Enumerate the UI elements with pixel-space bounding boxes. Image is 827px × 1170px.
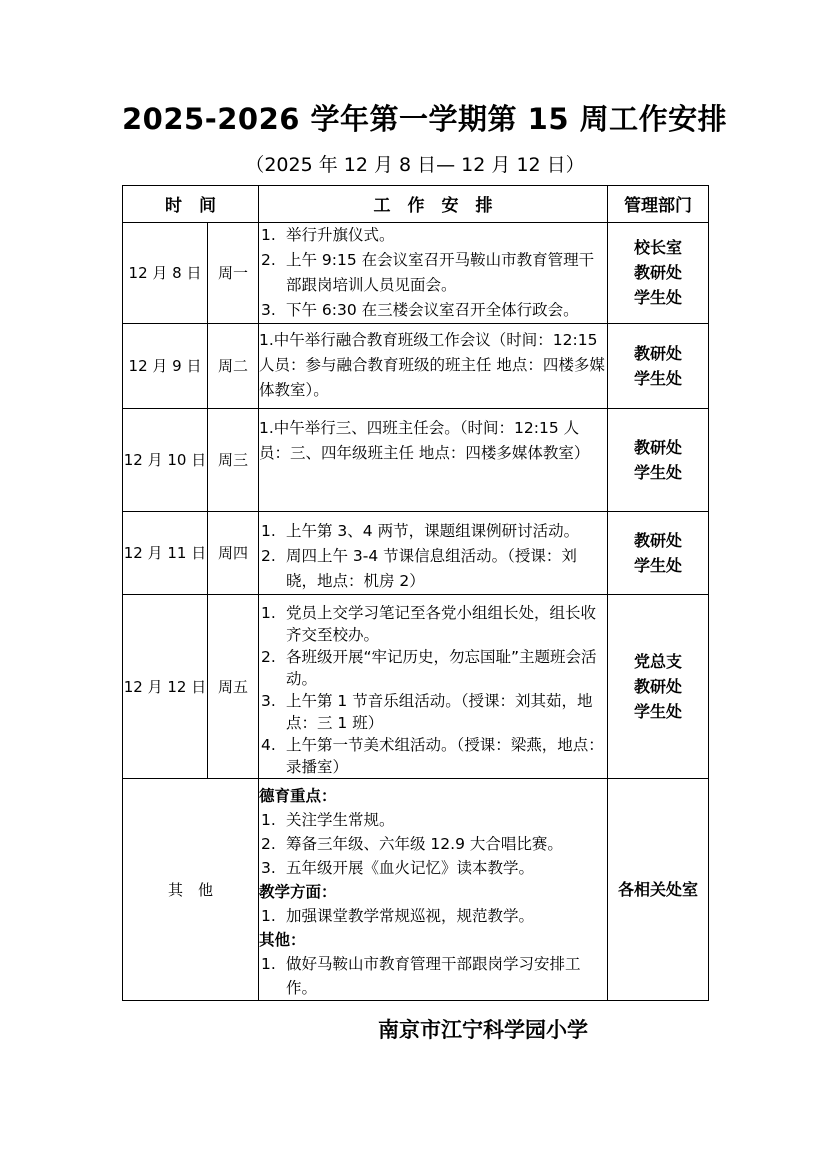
dept-cell: [608, 511, 709, 594]
task-item: [259, 734, 607, 778]
weekday-cell: 周一: [208, 222, 259, 323]
table-row-monday: [123, 222, 709, 323]
page-subtitle: （2025 年 12 月 8 日— 12 月 12 日）: [245, 153, 585, 176]
task-number: 1.: [261, 810, 276, 829]
task-number: 3.: [261, 691, 276, 710]
task-number: 1.: [261, 521, 276, 540]
dept-cell: [608, 778, 709, 1000]
task-text: 周四上午 3-4 节课信息组活动。（授课：刘晓，地点：机房 2）: [286, 546, 577, 590]
task-number: 3.: [261, 858, 276, 877]
task-item: [259, 544, 607, 594]
task-item: [259, 808, 607, 832]
task-item: [259, 690, 607, 734]
weekday-cell: 周四: [208, 511, 259, 594]
task-text: 上午第一节美术组活动。（授课：梁燕，地点：录播室）: [286, 735, 604, 776]
dept-line: 各相关处室: [617, 879, 698, 899]
dept-line: 学生处: [633, 555, 682, 575]
section-heading: 教学方面：: [259, 882, 337, 901]
task-text: 关注学生常规。: [286, 810, 395, 829]
dept-line: 教研处: [633, 676, 682, 696]
task-number: 1.: [261, 603, 276, 622]
dept-line: 党总支: [633, 651, 682, 671]
task-item: [259, 298, 607, 323]
task-item: [259, 904, 607, 928]
task-item: [259, 832, 607, 856]
task-number: 1.: [261, 954, 276, 973]
date-cell: 12 月 12 日: [123, 594, 208, 778]
task-text: 各班级开展“牢记历史，勿忘国耻”主题班会活动。: [286, 647, 597, 688]
task-number: 2.: [261, 834, 276, 853]
dept-line: 校长室: [633, 238, 682, 258]
work-cell: [259, 408, 608, 511]
task-text: 筹备三年级、六年级 12.9 大合唱比赛。: [286, 834, 563, 853]
task-item: [259, 856, 607, 880]
task-item: [259, 646, 607, 690]
task-item: [259, 223, 607, 248]
dept-line: 教研处: [633, 437, 682, 457]
dept-cell: [608, 323, 709, 408]
weekday-cell: 周五: [208, 594, 259, 778]
task-text: 下午 6:30 在三楼会议室召开全体行政会。: [286, 300, 579, 319]
col-header-work: 工 作 安 排: [259, 185, 608, 222]
task-number: 4.: [261, 735, 276, 754]
task-text: 党员上交学习笔记至各党小组组长处，组长收齐交至校办。: [286, 603, 597, 644]
work-cell: [259, 222, 608, 323]
task-number: 3.: [261, 300, 276, 319]
dept-line: 教研处: [633, 343, 682, 363]
task-number: 2.: [261, 647, 276, 666]
task-item: [259, 519, 607, 544]
task-text: 加强课堂教学常规巡视，规范教学。: [286, 906, 535, 925]
table-row-wednesday: [123, 408, 709, 511]
task-text: 上午第 3、4 两节，课题组课例研讨活动。: [286, 521, 580, 540]
table-row-thursday: [123, 511, 709, 594]
table-row-friday: [123, 594, 709, 778]
date-cell: 12 月 11 日: [123, 511, 208, 594]
dept-cell: [608, 408, 709, 511]
task-text: 做好马鞍山市教育管理干部跟岗学习安排工作。: [286, 954, 581, 997]
dept-line: 学生处: [633, 462, 682, 482]
task-text: 举行升旗仪式。: [286, 225, 395, 244]
dept-line: 学生处: [633, 368, 682, 388]
date-cell: 12 月 9 日: [123, 323, 208, 408]
task-number: 2.: [261, 250, 276, 269]
date-cell: 12 月 8 日: [123, 222, 208, 323]
task-text: 1.中午举行三、四班主任会。（时间：12:15 人员：三、四年级班主任 地点：四楼多媒体教室）: [259, 418, 590, 462]
section-heading: 其他：: [259, 930, 306, 949]
task-item: [259, 952, 607, 1000]
dept-cell: [608, 222, 709, 323]
task-number: 1.: [261, 225, 276, 244]
work-cell: [259, 323, 608, 408]
section-heading: 德育重点：: [259, 786, 337, 805]
task-text: 1.中午举行融合教育班级工作会议（时间：12:15 人员：参与融合教育班级的班主任 地点：四楼多媒体教室）。: [259, 331, 605, 400]
task-item: [259, 248, 607, 298]
work-cell: [259, 511, 608, 594]
schedule-table: [122, 185, 709, 1001]
work-cell: [259, 594, 608, 778]
weekday-cell: 周二: [208, 323, 259, 408]
task-text: 上午第 1 节音乐组活动。（授课：刘其茹，地点：三 1 班）: [286, 691, 593, 732]
page-title: 2025-2026 学年第一学期第 15 周工作安排: [122, 102, 728, 136]
dept-cell: [608, 594, 709, 778]
other-label-cell: 其 他: [123, 778, 259, 1000]
table-row-other: [123, 778, 709, 1000]
work-cell: [259, 778, 608, 1000]
col-header-time: 时 间: [123, 185, 259, 222]
school-name: 南京市江宁科学园小学: [378, 1017, 588, 1042]
task-number: 1.: [261, 906, 276, 925]
dept-line: 教研处: [633, 263, 682, 283]
task-text: 五年级开展《血火记忆》读本教学。: [286, 858, 535, 877]
dept-line: 学生处: [633, 288, 682, 308]
table-header-row: [123, 185, 709, 222]
weekday-cell: 周三: [208, 408, 259, 511]
task-item: [259, 602, 607, 646]
task-text: 上午 9:15 在会议室召开马鞍山市教育管理干部跟岗培训人员见面会。: [286, 250, 595, 294]
dept-line: 教研处: [633, 530, 682, 550]
task-number: 2.: [261, 546, 276, 565]
table-row-tuesday: [123, 323, 709, 408]
dept-line: 学生处: [633, 701, 682, 721]
col-header-dept: 管理部门: [608, 185, 709, 222]
date-cell: 12 月 10 日: [123, 408, 208, 511]
